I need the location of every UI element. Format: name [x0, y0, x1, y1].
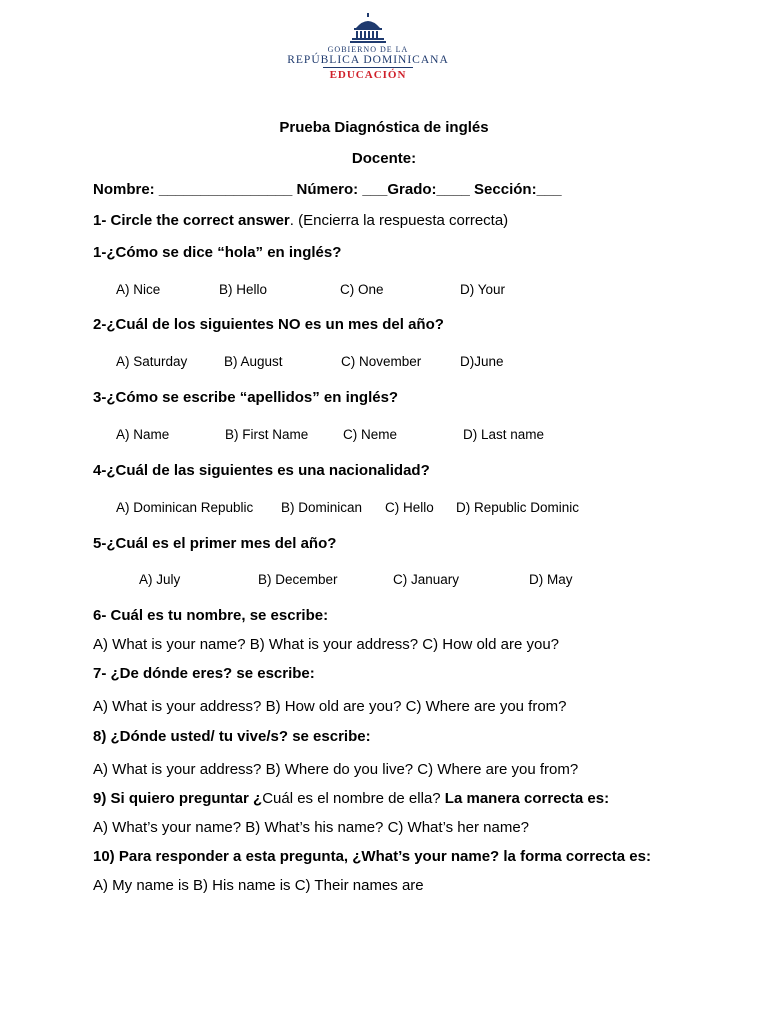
- q3-option-b: B) First Name: [225, 427, 309, 442]
- question-2: 2-¿Cuál de los siguientes NO es un mes del año?: [93, 316, 444, 333]
- capitol-dome-icon: [338, 12, 398, 44]
- q3-option-d: D) Last name: [463, 427, 545, 442]
- q5-option-b: B) December: [258, 572, 338, 587]
- q5-option-a: A) July: [139, 572, 181, 587]
- q1-option-d: D) Your: [460, 282, 506, 297]
- q9-normal: Cuál es el nombre de ella?: [262, 790, 441, 807]
- document-title: Prueba Diagnóstica de inglés: [279, 119, 489, 136]
- q7-number: 7-: [93, 665, 111, 682]
- q7-text: ¿De dónde eres? se escribe:: [110, 665, 315, 682]
- q9-bold-start: 9) Si quiero preguntar ¿: [93, 790, 263, 807]
- logo-gobierno: GOBIERNO DE LA: [327, 45, 409, 54]
- question-1: 1-¿Cómo se dice “hola” en inglés?: [93, 244, 342, 261]
- instruction-rest: . (Encierra la respuesta correcta): [289, 212, 509, 229]
- q8-options: A) What is your address? B) Where do you live? C) Where are you from?: [93, 761, 579, 778]
- q4-option-d: D) Republic Dominic: [456, 500, 580, 515]
- question-6: 6- Cuál es tu nombre, se escribe:: [93, 607, 329, 624]
- question-10: 10) Para responder a esta pregunta, ¿What’s your name? la forma correcta es:: [93, 848, 651, 865]
- q9-options: A) What’s your name? B) What’s his name? C) What’s her name?: [93, 819, 530, 836]
- q10-options: A) My name is B) His name is C) Their names are: [93, 877, 424, 894]
- q5-option-d: D) May: [529, 572, 573, 587]
- q2-option-d: D)June: [460, 354, 504, 369]
- student-info-line: Nombre: ________________ Número: ___Grado:____ Sección:___: [93, 181, 562, 198]
- q4-option-c: C) Hello: [385, 500, 434, 515]
- q4-option-a: A) Dominican Republic: [116, 500, 254, 515]
- q1-option-b: B) Hello: [219, 282, 268, 297]
- q1-option-a: A) Nice: [116, 282, 161, 297]
- q3-option-a: A) Name: [116, 427, 170, 442]
- q5-option-c: C) January: [393, 572, 460, 587]
- logo-educacion: EDUCACIÓN: [329, 69, 407, 81]
- question-5: 5-¿Cuál es el primer mes del año?: [93, 535, 337, 552]
- question-8: 8) ¿Dónde usted/ tu vive/s? se escribe:: [93, 728, 371, 745]
- ministry-logo: [270, 12, 466, 82]
- docente-label: Docente:: [351, 150, 417, 167]
- q2-option-c: C) November: [341, 354, 422, 369]
- question-7: [93, 665, 315, 683]
- q7-options: A) What is your address? B) How old are you? C) Where are you from?: [93, 698, 567, 715]
- q4-option-b: B) Dominican: [281, 500, 363, 515]
- q1-option-c: C) One: [340, 282, 384, 297]
- q2-option-a: A) Saturday: [116, 354, 188, 369]
- q2-option-b: B) August: [224, 354, 283, 369]
- q9-bold-end: La manera correcta es:: [440, 790, 610, 807]
- question-4: 4-¿Cuál de las siguientes es una nacionalidad?: [93, 462, 430, 479]
- logo-republica: REPÚBLICA DOMINICANA: [287, 54, 449, 66]
- q3-option-c: C) Neme: [343, 427, 398, 442]
- q6-options: A) What is your name? B) What is your address? C) How old are you?: [93, 636, 560, 653]
- instruction-bold: 1- Circle the correct answer: [93, 212, 290, 229]
- question-9: [93, 790, 609, 808]
- logo-divider: [323, 67, 413, 68]
- instruction: [93, 212, 508, 230]
- question-3: 3-¿Cómo se escribe “apellidos” en inglés?: [93, 389, 399, 406]
